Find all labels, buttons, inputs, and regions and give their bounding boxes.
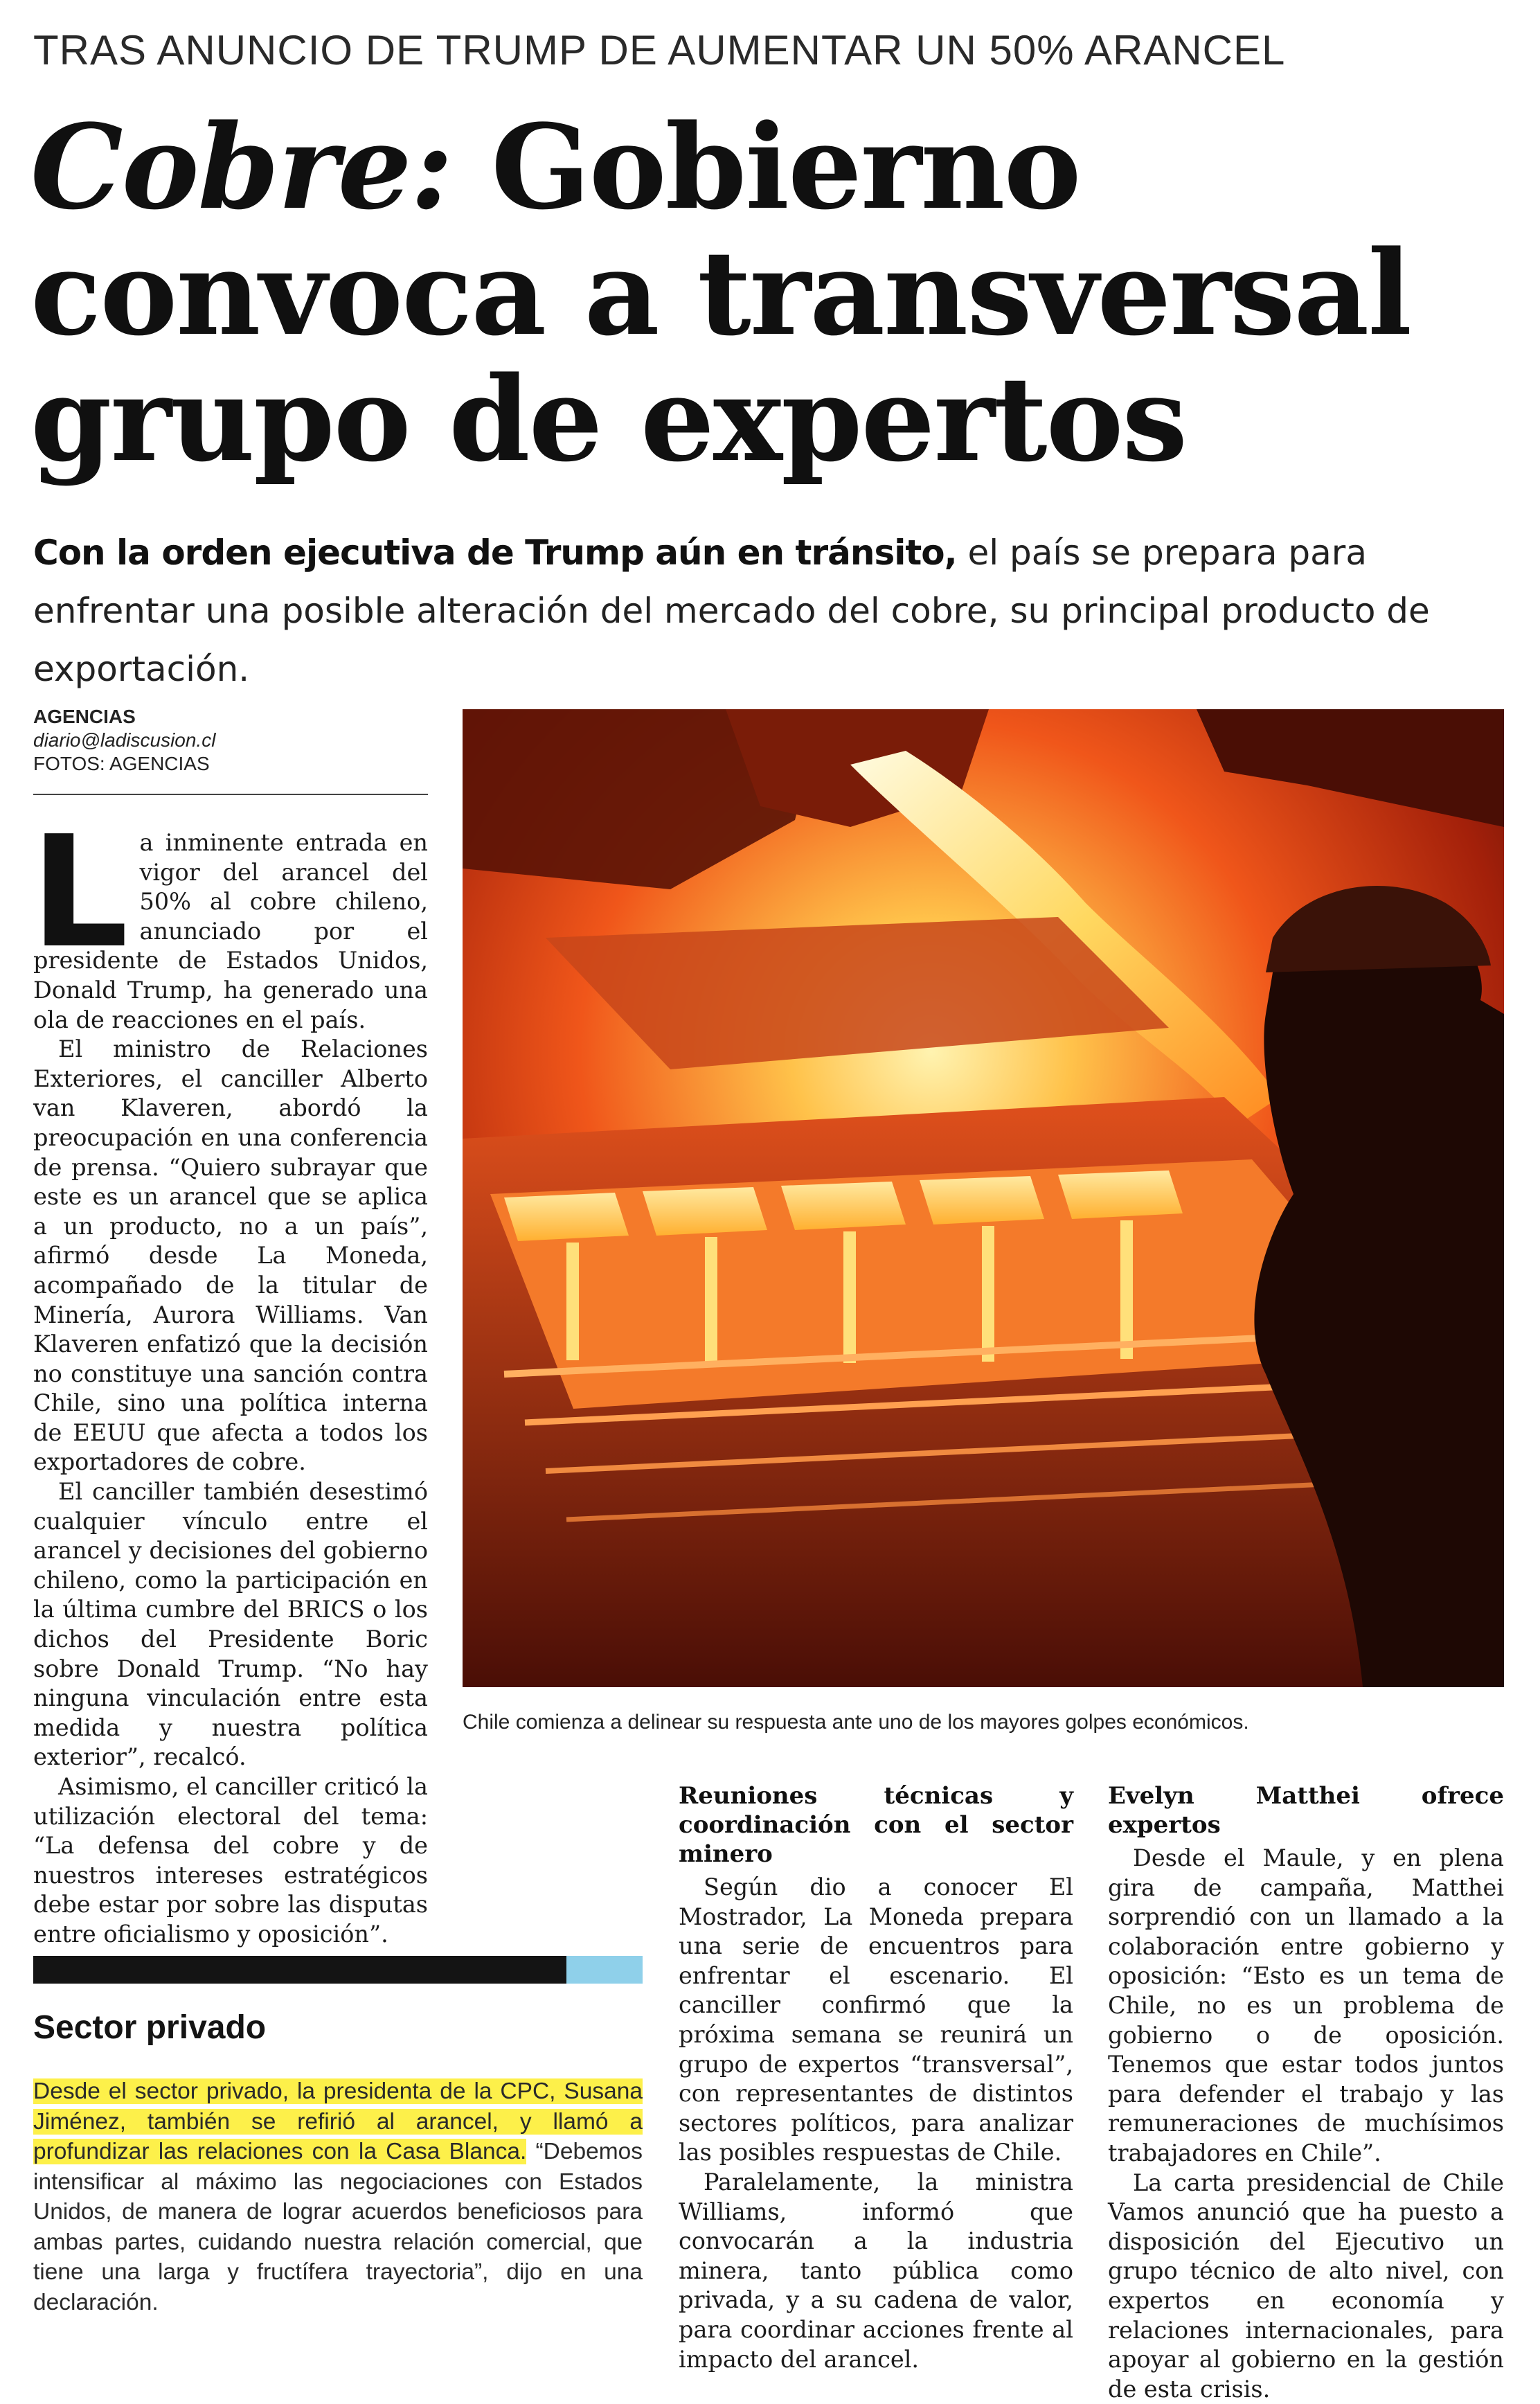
byline — [33, 705, 428, 776]
byline-email: diario@ladiscusion.cl — [33, 729, 216, 751]
photo-illustration — [463, 709, 1504, 1687]
photo-caption: Chile comienza a delinear su respuesta ante uno de los mayores golpes económicos. — [463, 1711, 1249, 1734]
byline-photos: FOTOS: AGENCIAS — [33, 753, 210, 774]
headline-line-1 — [30, 98, 1519, 235]
deck-rest: el país se prepara para enfrentar una posible alteración del mercado del cobre, su principal producto de exportación. — [33, 533, 1430, 689]
drop-cap: L — [30, 803, 129, 982]
copper-smelting-photo — [463, 709, 1504, 1687]
section-bar — [33, 1956, 566, 1984]
headline-line-2: convoca a transversal — [30, 224, 1411, 362]
paragraph-7: Desde el Maule, y en plena gira de campaña, Matthei sorprendió con un llamado a la colaboración entre gobierno y oposición: “Esto es un tema de Chile, no es un problema de gobierno o de oposición. Tenemos que estar todos juntos para defender el trabajo y las remuneraciones de muchísimos trabajadores en Chile”. — [1108, 1844, 1504, 2166]
headline-line-3: grupo de expertos — [30, 350, 1187, 488]
paragraph-4: Asimismo, el canciller criticó la utilización electoral del tema: “La defensa del cobre y de nuestros intereses estratégicos debe estar por sobre las disputas entre oficialismo y oposición”. — [33, 1773, 428, 1948]
sector-privado-title: Sector privado — [33, 2009, 267, 2046]
paragraph-1 — [30, 803, 428, 1035]
paragraph-8: La carta presidencial de Chile Vamos anunció que ha puesto a disposición del Ejecutivo un grupo técnico de alto nivel, con expertos en economía y relaciones internacionales, para apoyar al gobierno en la gestión de esta crisis. — [1108, 2169, 1504, 2403]
deck — [33, 524, 1501, 698]
sector-quote: “Debemos intensificar al máximo las negociaciones con Estados Unidos, de manera de lograr acuerdos beneficiosos para ambas partes, cuidando nuestra relación comercial, que tiene una larga y fructífera trayectoria”, dijo en una declaración. — [33, 2139, 643, 2315]
paragraph-3: El canciller también desestimó cualquier vínculo entre el arancel y decisiones del gobierno chileno, como la participación en la última cumbre del BRICS o los dichos del Presidente Boric sobre Donald Trump. “No hay ninguna vinculación entre esta medida y nuestra política exterior”, recalcó. — [33, 1478, 428, 1771]
headline — [30, 98, 1519, 488]
article-column-3 — [1108, 1781, 1504, 2404]
article-column-1 — [30, 803, 428, 1950]
paragraph-5: Según dio a conocer El Mostrador, La Moneda prepara una serie de encuentros para enfrentar el escenario. El canciller confirmó que la próxima semana se reunirá un grupo de expertos “transversal”, con representantes de distintos sectores políticos, para analizar las posibles respuestas de Chile. — [679, 1873, 1073, 2166]
article-column-2 — [679, 1781, 1073, 2374]
section-bar-accent — [566, 1956, 643, 1984]
headline-italic: Cobre: — [30, 98, 452, 235]
deck-bold: Con la orden ejecutiva de Trump aún en tránsito, — [33, 533, 957, 573]
byline-divider — [33, 794, 428, 795]
paragraph-6: Paralelamente, la ministra Williams, informó que convocarán a la industria minera, tanto pública como privada, y a su cadena de valor, para coordinar acciones frente al impacto del arancel. — [679, 2168, 1073, 2373]
kicker: TRAS ANUNCIO DE TRUMP DE AUMENTAR UN 50% ARANCEL — [33, 27, 1286, 73]
highlighted-text: Desde el sector privado, la presidenta de la CPC, Susana Jiménez, también se refirió al arancel, y llamó a profundizar las relaciones con la Casa Blanca. — [33, 2078, 643, 2164]
headline-line-1-rest: Gobierno — [491, 98, 1080, 235]
byline-agency: AGENCIAS — [33, 706, 136, 727]
paragraph-2: El ministro de Relaciones Exteriores, el canciller Alberto van Klaveren, abordó la preocupación en una conferencia de prensa. “Quiero subrayar que este es un arancel que se aplica a un producto, no a un país”, afirmó desde La Moneda, acompañado de la titular de Minería, Aurora Williams. Van Klaveren enfatizó que la decisión no constituye una sanción contra Chile, sino una política interna de EEUU que afecta a todos los exportadores de cobre. — [33, 1035, 428, 1476]
sector-privado-body — [33, 2076, 643, 2317]
paragraph-1-text: a inminente entrada en vigor del arancel del 50% al cobre chileno, anunciado por el presidente de Estados Unidos, Donald Trump, ha generado una ola de reacciones en el país. — [33, 829, 428, 1033]
subhead-matthei: Evelyn Matthei ofrece expertos — [1108, 1782, 1504, 1839]
subhead-reuniones: Reuniones técnicas y coordinación con el sector minero — [679, 1782, 1073, 1868]
